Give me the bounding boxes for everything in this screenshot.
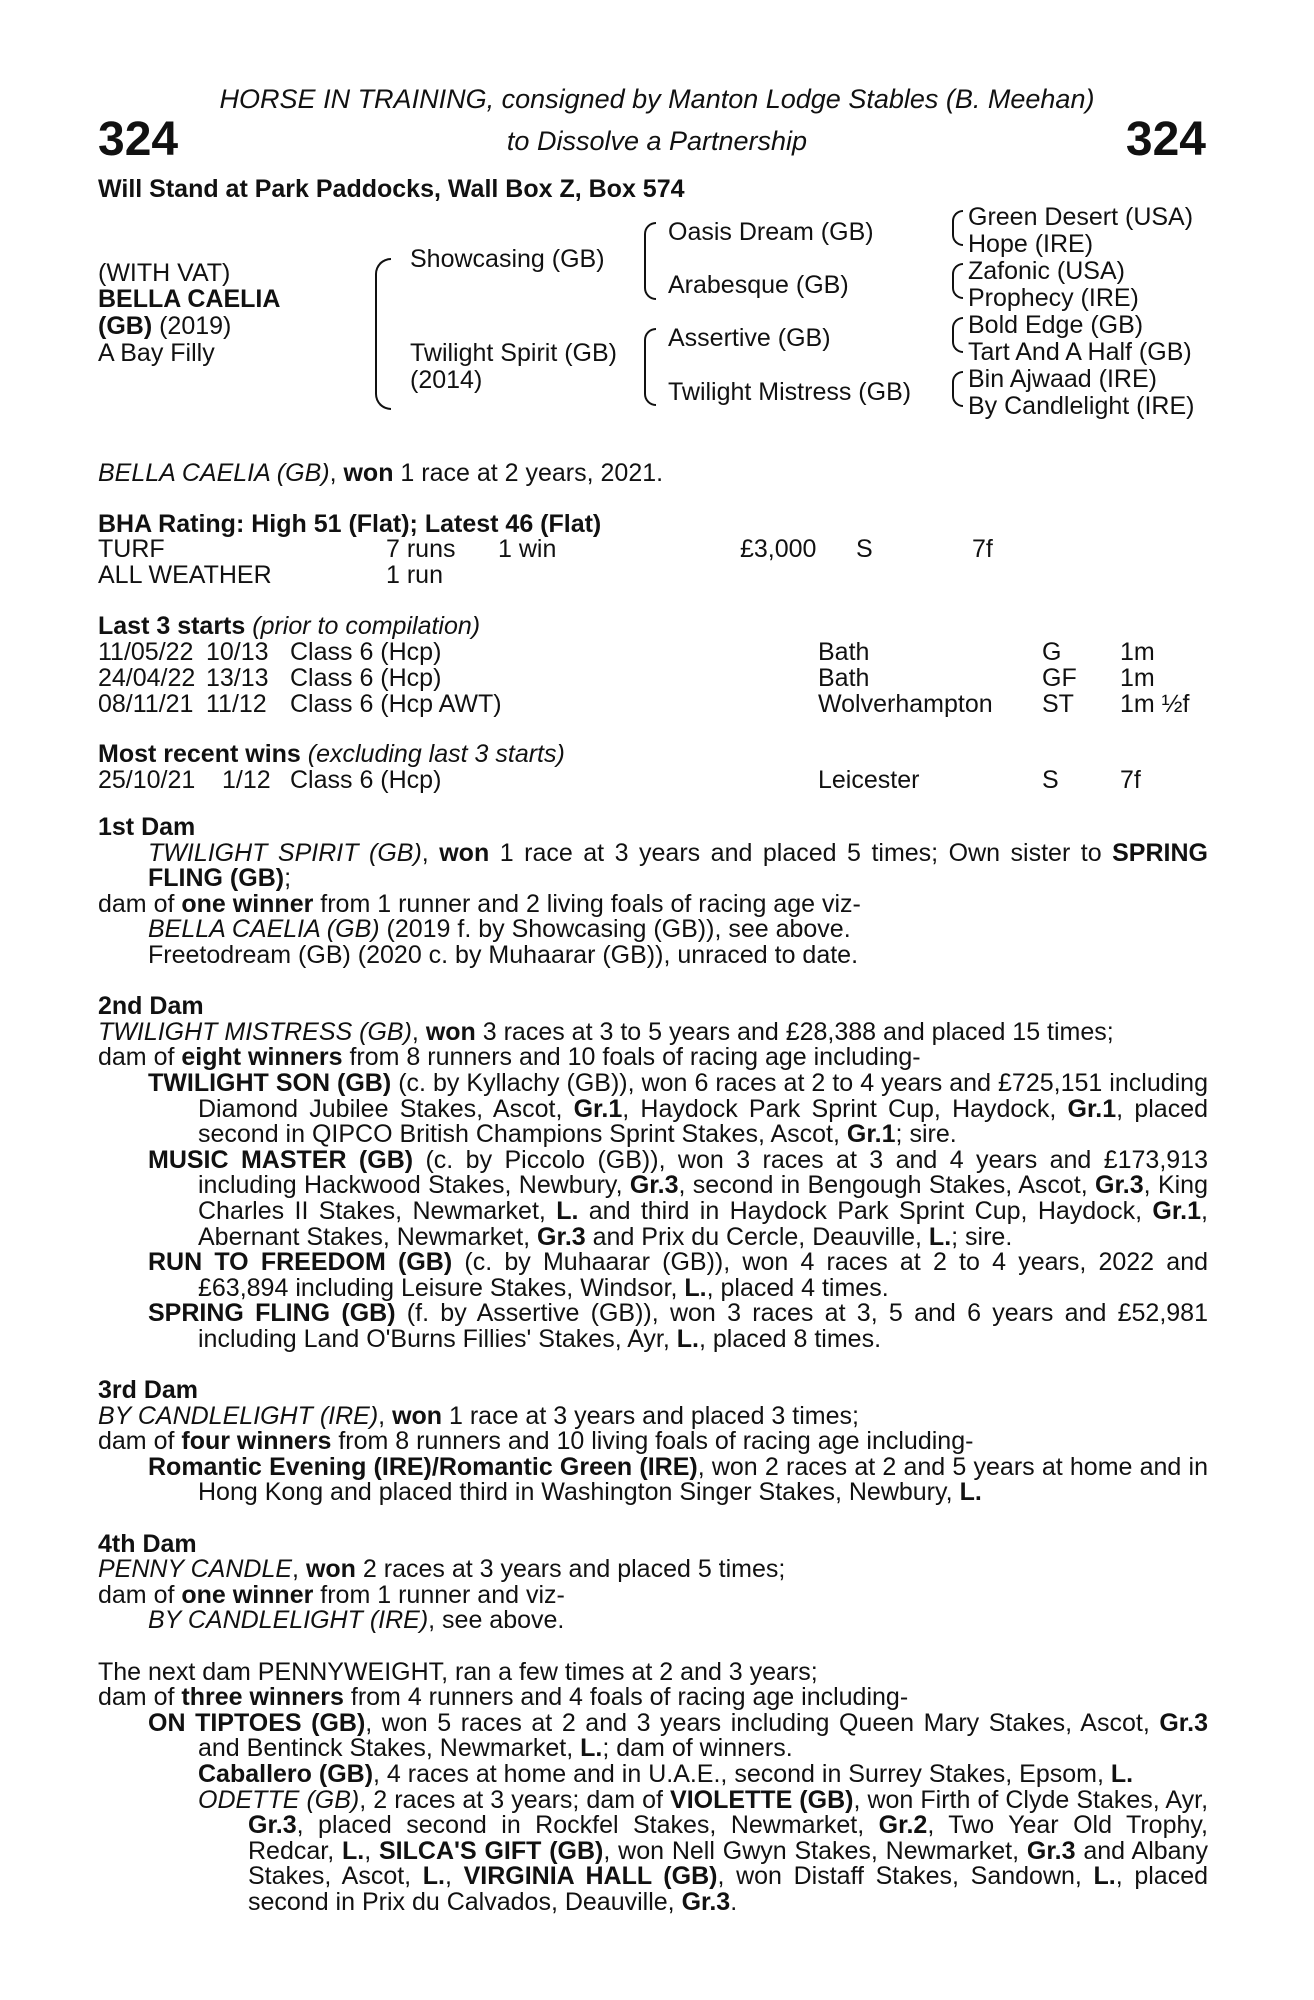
produce-record [98, 815, 1208, 1916]
pedigree-brace [375, 258, 391, 410]
first-dam-title: 1st Dam [98, 813, 196, 841]
rating-row-turf: TURF 7 runs 1 win £3,000 S 7f [98, 535, 993, 563]
stand-location: Will Stand at Park Paddocks, Wall Box Z, Box 574 [98, 175, 685, 203]
race-summary: BELLA CAELIA (GB), won 1 race at 2 years, 2021. [98, 459, 664, 487]
second-dam-produce: dam of eight winners from 8 runners and 10 foals of racing age including- [98, 1043, 921, 1072]
fourth-dam-title: 4th Dam [98, 1529, 197, 1558]
start-row: 11/05/22 10/13 Class 6 (Hcp) Bath G 1m [98, 638, 1155, 666]
dam-dam: Twilight Mistress (GB) [668, 378, 912, 406]
dam-sire-sire: Bold Edge (GB) [968, 311, 1144, 339]
vat-note: (WITH VAT) [98, 259, 231, 287]
next-dam-produce: dam of three winners from 4 runners and 4 foals of racing age including- [98, 1683, 909, 1712]
pedigree-brace [644, 328, 656, 406]
horse-origin-year: (GB) (2019) [98, 312, 232, 340]
produce-entry: RUN TO FREEDOM (GB) (c. by Muhaarar (GB)), won 4 races at 2 to 4 years, 2022 and £63,894 including Leisure Stakes, Windsor, L., placed 4 times. [148, 1248, 1209, 1302]
sire: Showcasing (GB) [410, 245, 605, 273]
sire-dam-dam: Prophecy (IRE) [968, 284, 1139, 312]
third-dam-produce: dam of four winners from 8 runners and 10 living foals of racing age including- [98, 1427, 974, 1456]
fourth-dam-produce: dam of one winner from 1 runner and viz- [98, 1580, 565, 1609]
fourth-dam-record: PENNY CANDLE, won 2 races at 3 years and placed 5 times; [98, 1555, 786, 1584]
consignment-line: HORSE IN TRAINING, consigned by Manton Lodge Stables (B. Meehan) [219, 84, 1095, 114]
next-dam-record: The next dam PENNYWEIGHT, ran a few times at 2 and 3 years; [98, 1657, 818, 1686]
dam-year: (2014) [410, 366, 483, 394]
produce-entry: Romantic Evening (IRE)/Romantic Green (IRE), won 2 races at 2 and 5 years at home and in Hong Kong and placed third in Washington Singer Stakes, Newbury, L. [148, 1452, 1208, 1507]
start-row: 08/11/21 11/12 Class 6 (Hcp AWT) Wolverhampton ST 1m ½f [98, 690, 1190, 718]
consignment-subline: to Dissolve a Partnership [506, 126, 808, 156]
pedigree-brace [644, 222, 656, 300]
sire-dam: Arabesque (GB) [668, 271, 849, 299]
produce-entry: ON TIPTOES (GB), won 5 races at 2 and 3 years including Queen Mary Stakes, Ascot, Gr.3 and Bentinck Stakes, Newmarket, L.; dam of winners. [148, 1708, 1208, 1763]
sire-sire-dam: Hope (IRE) [968, 230, 1094, 258]
first-dam-produce: dam of one winner from 1 runner and 2 living foals of racing age viz- [98, 889, 861, 918]
horse-description: A Bay Filly [98, 339, 215, 367]
lot-number-right: 324 [1125, 113, 1206, 166]
last-starts-title: Last 3 starts (prior to compilation) [98, 612, 481, 640]
first-dam-foal: Freetodream (GB) (2020 c. by Muhaarar (GB)), unraced to date. [148, 940, 859, 969]
pedigree-brace [952, 317, 963, 353]
dam: Twilight Spirit (GB) [410, 339, 617, 367]
dam-dam-sire: Bin Ajwaad (IRE) [968, 365, 1157, 393]
produce-entry: SPRING FLING (GB) (f. by Assertive (GB)), won 3 races at 3, 5 and 6 years and £52,981 including Land O'Burns Fillies' Stakes, Ayr, L., placed 8 times. [148, 1299, 1208, 1353]
second-dam-record: TWILIGHT MISTRESS (GB), won 3 races at 3 to 5 years and £28,388 and placed 15 times; [98, 1017, 1114, 1046]
win-row: 25/10/21 1/12 Class 6 (Hcp) Leicester S 7f [98, 766, 1141, 794]
horse-name: BELLA CAELIA [98, 285, 281, 313]
produce-entry: MUSIC MASTER (GB) (c. by Piccolo (GB)), won 3 races at 3 and 4 years and £173,913 including Hackwood Stakes, Newbury, Gr.3, second in Bengough Stakes, Ascot, Gr.3, King Charles II Stakes, Newmarket, L. and third in Haydock Park Sprint Cup, Haydock, Gr.1, Abernant Stakes, Newmarket, Gr.3 and Prix du Cercle, Deauville, L.; sire. [148, 1145, 1208, 1251]
recent-wins-title: Most recent wins (excluding last 3 starts) [98, 740, 565, 768]
dam-sire: Assertive (GB) [668, 324, 831, 352]
sire-dam-sire: Zafonic (USA) [968, 257, 1125, 285]
third-dam-record: BY CANDLELIGHT (IRE), won 1 race at 3 years and placed 3 times; [98, 1401, 859, 1430]
dam-dam-dam: By Candlelight (IRE) [968, 392, 1195, 420]
first-dam-record: TWILIGHT SPIRIT (GB), won 1 race at 3 years and placed 5 times; Own sister to SPRING FLING (GB); [148, 838, 1208, 893]
lot-number-left: 324 [98, 113, 179, 166]
pedigree-brace [952, 263, 963, 299]
third-dam-title: 3rd Dam [98, 1376, 199, 1405]
dam-sire-dam: Tart And A Half (GB) [968, 338, 1192, 366]
pedigree-brace [952, 371, 963, 407]
bha-rating-title: BHA Rating: High 51 (Flat); Latest 46 (Flat) [98, 510, 602, 538]
start-row: 24/04/22 13/13 Class 6 (Hcp) Bath GF 1m [98, 664, 1155, 692]
sire-sire-sire: Green Desert (USA) [968, 203, 1194, 231]
pedigree-brace [952, 210, 963, 246]
rating-row-all-weather: ALL WEATHER 1 run [98, 561, 443, 589]
sire-sire: Oasis Dream (GB) [668, 218, 874, 246]
produce-entry: TWILIGHT SON (GB) (c. by Kyllachy (GB)), won 6 races at 2 to 4 years and £725,151 including Diamond Jubilee Stakes, Ascot, Gr.1, Haydock Park Sprint Cup, Haydock, Gr.1, placed second in QIPCO British Champions Sprint Stakes, Ascot, Gr.1; sire. [148, 1068, 1209, 1149]
first-dam-foal: BELLA CAELIA (GB) (2019 f. by Showcasing (GB)), see above. [148, 915, 851, 944]
second-dam-title: 2nd Dam [98, 992, 204, 1021]
fourth-dam-foal: BY CANDLELIGHT (IRE), see above. [148, 1606, 565, 1635]
produce-entry: Caballero (GB), 4 races at home and in U.A.E., second in Surrey Stakes, Epsom, L. [198, 1759, 1134, 1788]
produce-entry: ODETTE (GB), 2 races at 3 years; dam of VIOLETTE (GB), won Firth of Clyde Stakes, Ayr, Gr.3, placed second in Rockfel Stakes, Newmarket, Gr.2, Two Year Old Trophy, Redcar, L., SILCA'S GIFT (GB), won Nell Gwyn Stakes, Newmarket, Gr.3 and Albany Stakes, Ascot, L., VIRGINIA HALL (GB), won Distaff Stakes, Sandown, L., placed second in Prix du Calvados, Deauville, Gr.3. [198, 1785, 1209, 1916]
